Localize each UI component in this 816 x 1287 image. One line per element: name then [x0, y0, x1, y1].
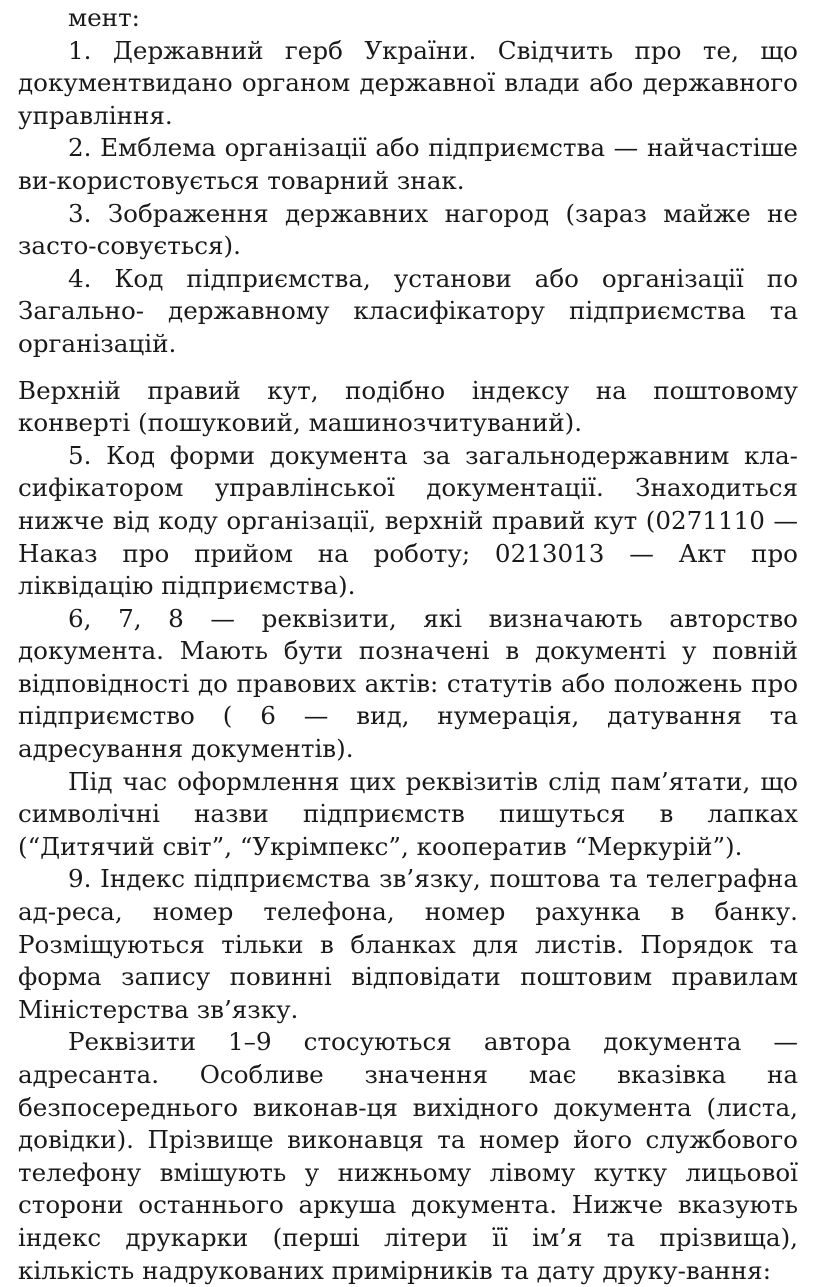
paragraph-item-9: 9. Індекс підприємства зв’язку, поштова та телеграфна ад-реса, номер телефона, номер рахунка в банку. Розміщуються тільки в бланках для листів. Порядок та форма запису повинні відповідати поштовим правилам Міністерства зв’язку. — [18, 864, 798, 1024]
paragraph-corner-note: Верхній правий кут, подібно індексу на поштовому конверті (пошуковий, машинозчитуваний). — [18, 375, 798, 438]
paragraph-continuation: мент: — [68, 3, 140, 32]
paragraph-quotes-note: Під час оформлення цих реквізитів слід пам’ятати, що символічні назви підприємств пишуться в лапках (“Дитячий світ”, “Укрімпекс”, кооператив “Меркурій”). — [18, 766, 798, 861]
paragraph-item-3: 3. Зображення державних нагород (зараз майже не засто-совується). — [18, 198, 798, 261]
paragraph-items-6-8: 6, 7, 8 — реквізити, які визначають авторство документа. Мають бути позначені в документі у повній відповідності до правових актів: статутів або положень про підприємство ( 6 — вид, нумерація, датування та адресування документів). — [18, 603, 798, 764]
paragraph-item-5: 5. Код форми документа за загальнодержавним кла-сифікатором управлінської документації. Знаходиться нижче від коду організації, верхній правий кут (0271110 — Наказ про прийом на роботу; 0213013 — Акт про ліквідацію підприємства). — [18, 440, 798, 601]
paragraph-item-1: 1. Державний герб України. Свідчить про те, що документвидано органом державної влади або державного управління. — [18, 35, 798, 130]
paragraph-item-2: 2. Емблема організації або підприємства — найчастіше ви-користовується товарний знак. — [18, 133, 798, 195]
paragraph-item-4: 4. Код підприємства, установи або організації по Загально- державному класифікатору підприємства та організацій. — [18, 263, 798, 358]
paragraph-requisites-summary: Реквізити 1–9 стосуються автора документа — адресанта. Особливе значення має вказівка на безпосереднього виконав-ця вихідного документа (листа, довідки). Прізвище виконавця та номер його службового телефону вмішують у нижньому лівому кутку лицьової сторони останнього аркуша документа. Нижче вказують індекс друкарки (перші літери її ім’я та прізвища), кількість надрукованих примірників та дату друку-вання: — [18, 1027, 798, 1285]
